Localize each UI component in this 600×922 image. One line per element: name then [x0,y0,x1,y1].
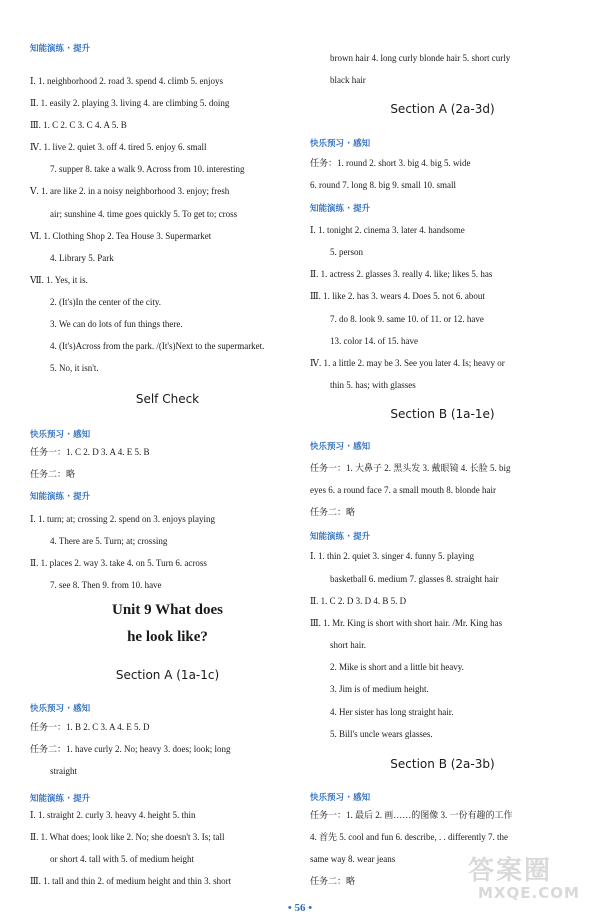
answer-line: Ⅴ. 1. are like 2. in a noisy neighborhood 3. enjoy; fresh [30,186,230,196]
answer-line: straight [50,766,77,776]
answer-line: 4. There are 5. Turn; at; crossing [50,536,168,546]
answer-line: Ⅰ. 1. thin 2. quiet 3. singer 4. funny 5. playing [310,551,475,561]
unit-title: he look like? [127,629,208,645]
answer-line: Ⅱ. 1. places 2. way 3. take 4. on 5. Turn 6. across [30,558,207,568]
answer-line: Ⅱ. 1. easily 2. playing 3. living 4. are climbing 5. doing [30,98,230,108]
answer-line: Ⅳ. 1. live 2. quiet 3. off 4. tired 5. enjoy 6. small [30,142,207,152]
answer-line: 3. Jim is of medium height. [330,684,429,694]
answer-line: Ⅱ. 1. actress 2. glasses 3. really 4. like; likes 5. has [310,269,493,279]
section-tag: 知能演练 · 提升 [30,492,91,502]
watermark-url: MXQE.COM [478,884,580,902]
answer-line: 任务一：1. 最后 2. 画……的图像 3. 一份有趣的工作 [310,810,513,820]
section-heading: Self Check [135,392,200,406]
answer-line: 5. No, it isn't. [50,363,99,373]
section-tag: 快乐预习 · 感知 [310,139,371,149]
answer-line: air; sunshine 4. time goes quickly 5. To get to; cross [50,209,238,219]
answer-line: Ⅰ. 1. turn; at; crossing 2. spend on 3. enjoys playing [30,514,216,524]
answer-line: 任务一：1. B 2. C 3. A 4. E 5. D [30,722,150,732]
answer-line: Ⅶ. 1. Yes, it is. [30,275,88,285]
answer-line: same way 8. wear jeans [310,854,396,864]
answer-line: short hair. [330,640,366,650]
section-heading: Section B (1a-1e) [390,407,495,421]
section-tag: 快乐预习 · 感知 [310,793,371,803]
section-heading: Section A (1a-1c) [115,668,220,682]
answer-line: 6. round 7. long 8. big 9. small 10. small [310,180,456,190]
answer-line: 任务一：1. C 2. D 3. A 4. E 5. B [30,447,150,457]
answer-line: 7. supper 8. take a walk 9. Across from 10. interesting [50,164,245,174]
answer-line: 任务二：略 [310,507,356,517]
answer-line: 任务一：1. 大鼻子 2. 黑头发 3. 戴眼镜 4. 长脸 5. big [310,463,511,473]
section-tag: 快乐预习 · 感知 [310,442,371,452]
answer-line: 7. do 8. look 9. same 10. of 11. or 12. have [330,314,484,324]
answer-line: Ⅰ. 1. tonight 2. cinema 3. later 4. handsome [310,225,465,235]
watermark-logo: 答案圈 [468,856,553,886]
answer-line: 2. (It's)In the center of the city. [50,297,161,307]
answer-line: Ⅰ. 1. neighborhood 2. road 3. spend 4. climb 5. enjoys [30,76,224,86]
answer-line: Ⅲ. 1. C 2. C 3. C 4. A 5. B [30,120,127,130]
section-tag: 快乐预习 · 感知 [30,704,91,714]
answer-line: 13. color 14. of 15. have [330,336,418,346]
unit-title: Unit 9 What does [112,602,223,618]
answer-line: 任务二：1. have curly 2. No; heavy 3. does; look; long [30,744,231,754]
answer-line: eyes 6. a round face 7. a small mouth 8. blonde hair [310,485,496,495]
answer-line: thin 5. has; with glasses [330,380,416,390]
answer-line: 4. Library 5. Park [50,253,114,263]
section-tag: 知能演练 · 提升 [30,44,91,54]
answer-line: 4. (It's)Across from the park. /(It's)Next to the supermarket. [50,341,265,351]
answer-line: Ⅲ. 1. Mr. King is short with short hair. /Mr. King has [310,618,503,628]
answer-line: Ⅰ. 1. straight 2. curly 3. heavy 4. height 5. thin [30,810,196,820]
answer-line: 7. see 8. Then 9. from 10. have [50,580,162,590]
answer-line: 任务二：略 [30,469,76,479]
answer-line: black hair [330,75,366,85]
answer-line: Ⅱ. 1. What does; look like 2. No; she doesn't 3. Is; tall [30,832,225,842]
section-tag: 知能演练 · 提升 [310,204,371,214]
answer-line: basketball 6. medium 7. glasses 8. straight hair [330,574,499,584]
answer-line: brown hair 4. long curly blonde hair 5. short curly [330,53,511,63]
section-heading: Section A (2a-3d) [390,102,495,116]
page-number: • 56 • [287,902,313,914]
section-tag: 快乐预习 · 感知 [30,430,91,440]
section-tag: 知能演练 · 提升 [30,794,91,804]
answer-line: 4. Her sister has long straight hair. [330,707,454,717]
section-tag: 知能演练 · 提升 [310,532,371,542]
answer-line: 5. Bill's uncle wears glasses. [330,729,433,739]
answer-line: Ⅲ. 1. like 2. has 3. wears 4. Does 5. not 6. about [310,291,485,301]
answer-line: Ⅱ. 1. C 2. D 3. D 4. B 5. D [310,596,407,606]
answer-line: 任务二：略 [310,876,356,886]
answer-line: 2. Mike is short and a little bit heavy. [330,662,464,672]
answer-line: Ⅲ. 1. tall and thin 2. of medium height and thin 3. short [30,876,232,886]
answer-line: 任务：1. round 2. short 3. big 4. big 5. wide [310,158,471,168]
answer-line: 4. 首先 5. cool and fun 6. describe, . . differently 7. the [310,832,509,842]
answer-line: Ⅳ. 1. a little 2. may be 3. See you later 4. Is; heavy or [310,358,505,368]
section-heading: Section B (2a-3b) [390,757,495,771]
answer-line: 3. We can do lots of fun things there. [50,319,183,329]
answer-line: Ⅵ. 1. Clothing Shop 2. Tea House 3. Supermarket [30,231,212,241]
answer-line: 5. person [330,247,363,257]
answer-line: or short 4. tall with 5. of medium height [50,854,194,864]
